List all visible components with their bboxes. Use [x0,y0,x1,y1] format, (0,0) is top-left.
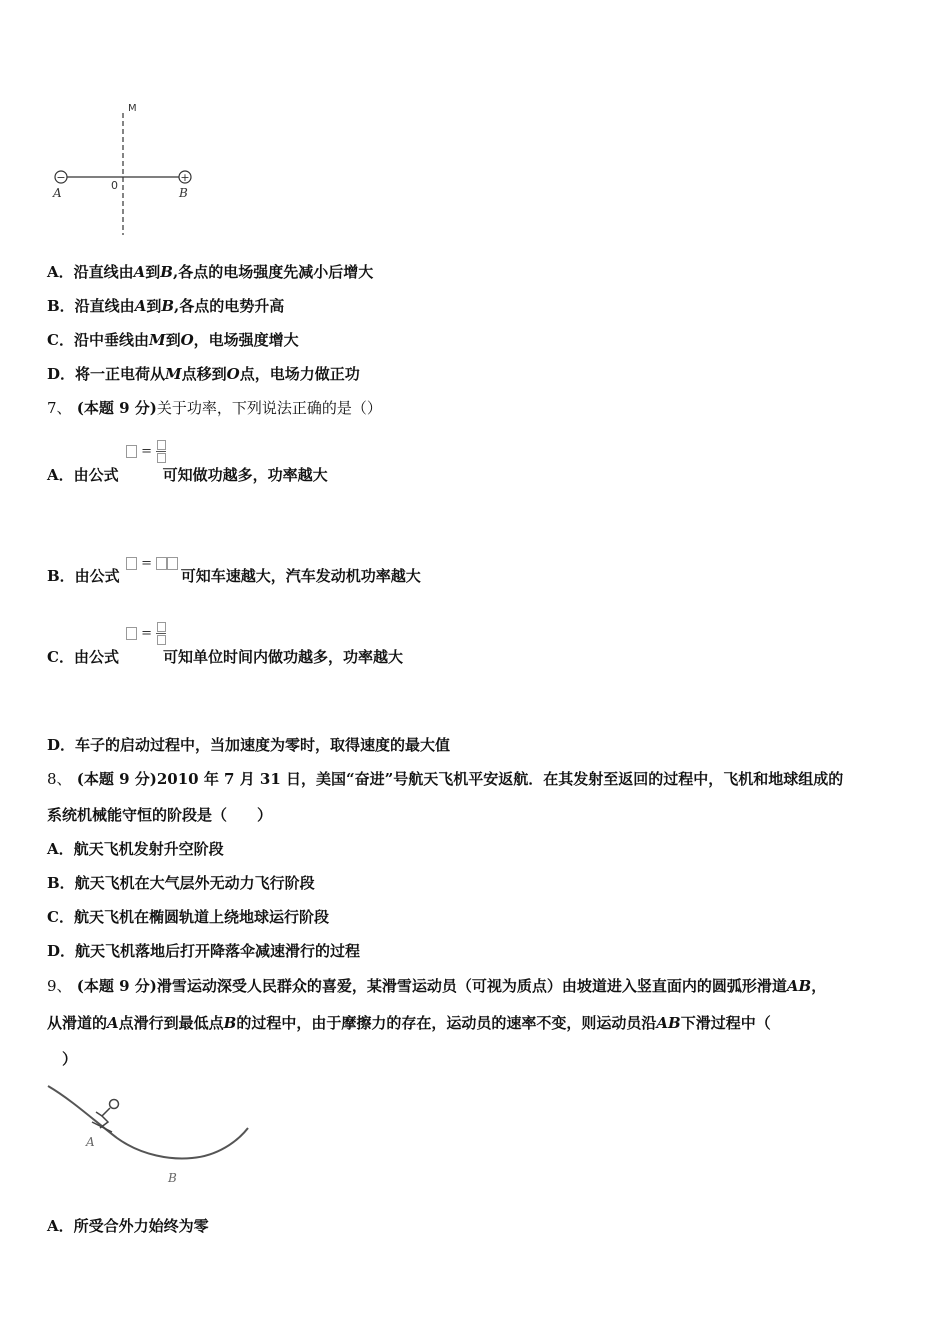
label-m: M [128,103,137,114]
box-glyph [126,445,137,458]
charge-diagram [45,95,205,240]
label-o: 0 [111,179,118,192]
formula-p-fv: = [126,556,178,571]
label-b: B [179,186,188,200]
q8-option-b: B．航天飞机在大气层外无动力飞行阶段 [47,874,315,892]
q7-option-b: B．由公式 可知车速越大，汽车发动机功率越大 [47,567,421,585]
minus-sign: − [56,171,66,184]
slope-and-arc [48,1086,248,1158]
q9-option-a: A．所受合外力始终为零 [47,1217,209,1235]
q6-option-b: B．沿直线由A到B,各点的电势升高 [47,297,285,315]
q8-option-d: D．航天飞机落地后打开降落伞减速滑行的过程 [47,942,361,960]
q8-option-c: C．航天飞机在椭圆轨道上绕地球运行阶段 [47,908,329,926]
label-a: A [53,186,62,200]
q6-option-c: C．沿中垂线由M到O，电场强度增大 [47,331,299,349]
label-b: B [168,1171,177,1185]
q7-option-d: D．车子的启动过程中，当加速度为零时，取得速度的最大值 [47,736,451,754]
q8-stem-line2: 系统机械能守恒的阶段是（ ） [47,806,273,824]
formula-p-w-over-t-1: = [126,440,166,463]
q9-stem-line3: ） [62,1050,78,1068]
q8-stem-line1: 8、 (本题 9 分)2010 年 7 月 31 日，美国“奋进”号航天飞机平安返航．在其发射至返回的过程中，飞机和地球组成的 [47,770,844,788]
q9-stem-line1: 9、 (本题 9 分)滑雪运动深受人民群众的喜爱，某滑雪运动员（可视为质点）由坡道进入竖直面内的圆弧形滑道AB， [47,977,827,995]
label-a: A [86,1135,95,1149]
q9-stem-line2: 从滑道的A点滑行到最低点B的过程中，由于摩擦力的存在，运动员的速率不变，则运动员沿AB下滑过程中（ [47,1014,771,1032]
q6-option-d: D．将一正电荷从M点移到O点，电场力做正功 [47,365,360,383]
q6-option-a: A．沿直线由A到B,各点的电场强度先减小后增大 [47,263,374,281]
ski-slope-diagram [42,1078,257,1188]
plus-sign: + [180,171,190,184]
q8-option-a: A．航天飞机发射升空阶段 [47,840,224,858]
skier-figure [92,1100,119,1133]
box-glyph [126,627,137,640]
q7-option-c: C．由公式 可知单位时间内做功越多，功率越大 [47,648,403,666]
q7-option-a: A．由公式 可知做功越多，功率越大 [47,466,328,484]
q7-stem: 7、 (本题 9 分)关于功率，下列说法正确的是（） [47,399,382,417]
formula-p-w-over-t-2: = [126,622,166,645]
